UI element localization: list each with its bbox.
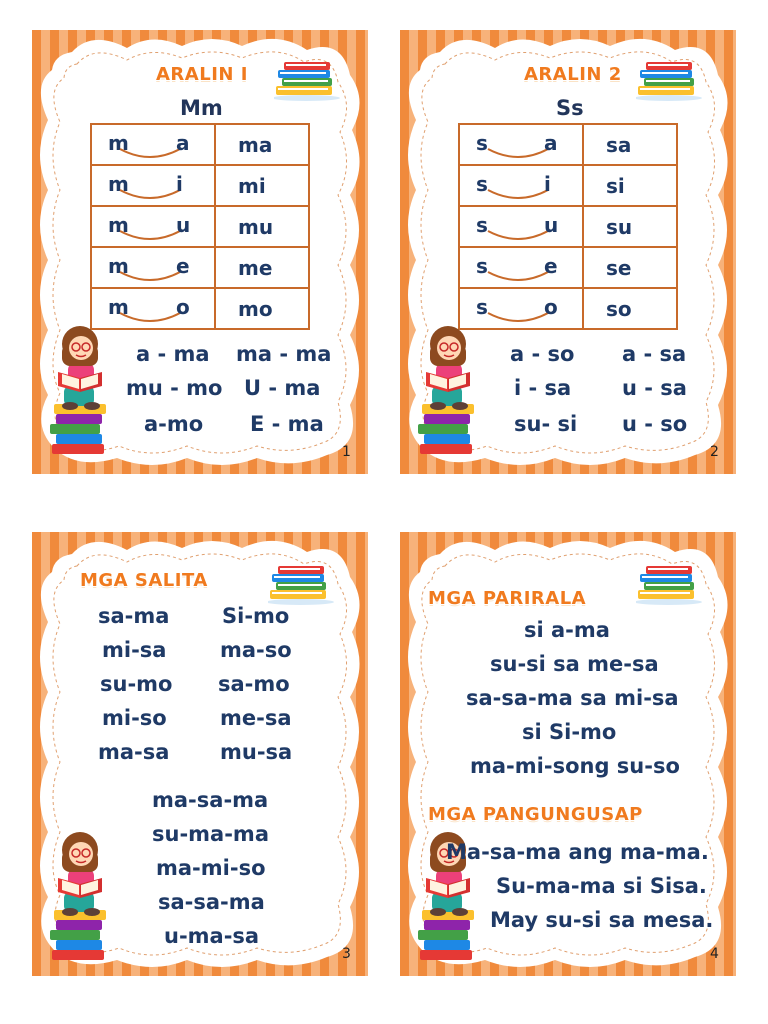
vowel: e [544,254,558,278]
word: a - ma [136,342,210,366]
consonant: s [476,254,488,278]
books-icon [636,562,706,608]
phrases-card [400,532,736,976]
arc-icon [486,229,550,243]
consonant: s [476,213,488,237]
vowel: i [544,172,551,196]
arc-icon [118,147,182,161]
word: mi-so [102,706,167,730]
word: u-ma-sa [164,924,260,948]
sentence: May su-si sa mesa. [490,908,714,932]
word: ma - ma [236,342,332,366]
phrase: su-si sa me-sa [490,652,659,676]
syllable: ma [215,124,309,165]
word: Si-mo [222,604,290,628]
letter-heading: Ss [556,96,584,120]
word: sa-ma [98,604,170,628]
word: a - sa [622,342,687,366]
books-icon [274,58,344,104]
syllable: si [583,165,677,206]
word: sa-mo [218,672,290,696]
table-row [459,165,677,206]
table-row [91,206,309,247]
vowel: u [544,213,559,237]
lesson-card-2 [400,30,736,474]
word: mi-sa [102,638,167,662]
girl-reading-icon [50,832,112,964]
vowel: i [176,172,183,196]
syllable: su [583,206,677,247]
syllable: sa [583,124,677,165]
books-icon [636,58,706,104]
word: u - sa [622,376,687,400]
table-row [459,124,677,165]
syllable: se [583,247,677,288]
arc-icon [118,311,182,325]
word: i - sa [514,376,572,400]
letter-heading: Mm [180,96,223,120]
consonant: s [476,131,488,155]
girl-reading-icon [418,326,480,458]
table-row [459,288,677,329]
word: su- si [514,412,578,436]
sentence: Su-ma-ma si Sisa. [496,874,707,898]
phrase: si a-ma [524,618,610,642]
syllable: so [583,288,677,329]
consonant: m [108,295,129,319]
word: u - so [622,412,688,436]
page-number: 4 [710,946,719,962]
vowel: e [176,254,190,278]
table-row [459,247,677,288]
consonant: m [108,131,129,155]
table-row [91,288,309,329]
arc-icon [486,311,550,325]
books-icon [268,562,338,608]
phrase: sa-sa-ma sa mi-sa [466,686,679,710]
vowel: u [176,213,191,237]
words-card [32,532,368,976]
vowel: o [176,295,190,319]
lesson-card-1 [32,30,368,474]
vowel: a [544,131,558,155]
page-number: 3 [342,946,351,962]
consonant: s [476,172,488,196]
card-title: MGA PARIRALA [428,588,587,609]
consonant: s [476,295,488,319]
phrase: si Si-mo [522,720,617,744]
word: ma-so [220,638,292,662]
sentence: Ma-sa-ma ang ma-ma. [446,840,709,864]
syllable-table [458,123,678,330]
consonant: m [108,172,129,196]
arc-icon [118,270,182,284]
card-title: ARALIN I [156,64,248,85]
girl-reading-icon [50,326,112,458]
word: E - ma [250,412,324,436]
word: su-mo [100,672,173,696]
card-title: MGA SALITA [80,570,208,591]
word: sa-sa-ma [158,890,265,914]
word: mu - mo [126,376,223,400]
card-title: ARALIN 2 [524,64,622,85]
vowel: a [176,131,190,155]
syllable: mo [215,288,309,329]
syllable: mu [215,206,309,247]
table-row [459,206,677,247]
consonant: m [108,213,129,237]
word: U - ma [244,376,321,400]
arc-icon [486,270,550,284]
phrase: ma-mi-song su-so [470,754,680,778]
section-subtitle: MGA PANGUNGUSAP [428,804,643,825]
word: su-ma-ma [152,822,269,846]
table-row [91,247,309,288]
word: a - so [510,342,575,366]
word: me-sa [220,706,292,730]
syllable-table [90,123,310,330]
word: ma-mi-so [156,856,266,880]
arc-icon [486,188,550,202]
arc-icon [486,147,550,161]
table-row [91,124,309,165]
word: a-mo [144,412,204,436]
word: ma-sa-ma [152,788,269,812]
table-row [91,165,309,206]
page-number: 1 [342,444,351,460]
arc-icon [118,229,182,243]
word: mu-sa [220,740,293,764]
word: ma-sa [98,740,170,764]
syllable: mi [215,165,309,206]
vowel: o [544,295,558,319]
syllable: me [215,247,309,288]
consonant: m [108,254,129,278]
page-number: 2 [710,444,719,460]
arc-icon [118,188,182,202]
